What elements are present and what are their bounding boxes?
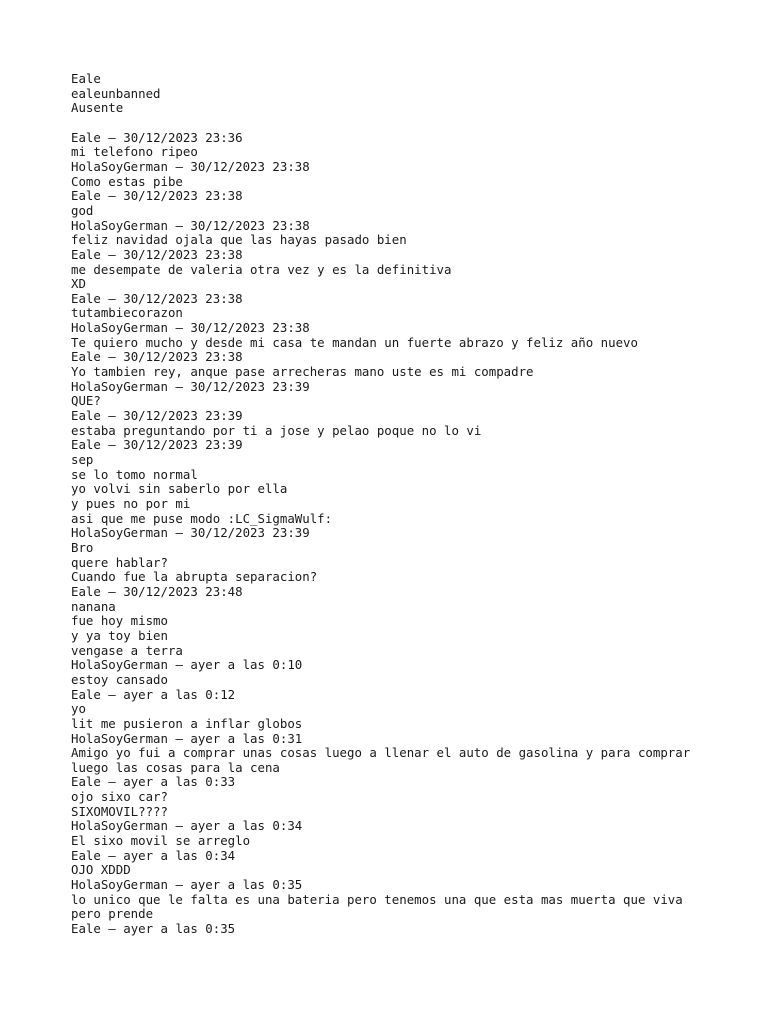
separator: —	[100, 129, 124, 145]
message-author: HolaSoyGerman	[71, 730, 168, 746]
separator: —	[100, 583, 124, 599]
message-author: HolaSoyGerman	[71, 320, 168, 336]
separator: —	[167, 730, 191, 746]
message-text: yo volvi sin saberlo por ella	[71, 481, 288, 497]
chat-transcript	[71, 72, 751, 937]
message-block	[71, 775, 751, 819]
message-block	[71, 819, 751, 848]
message-header	[71, 688, 751, 703]
separator: —	[100, 290, 124, 306]
message-header	[71, 658, 751, 673]
message-text: luego las cosas para la cena	[71, 759, 280, 775]
message-author: Eale	[71, 129, 101, 145]
profile-header	[71, 72, 751, 131]
message-text: mi telefono ripeo	[71, 144, 198, 160]
message-header	[71, 849, 751, 864]
message-text: Como estas pibe	[71, 173, 183, 189]
message-text: tutambiecorazon	[71, 305, 183, 321]
message-block	[71, 732, 751, 776]
header-spacer	[71, 116, 751, 131]
message-header	[71, 585, 751, 600]
separator: —	[100, 188, 124, 204]
message-text: estaba preguntando por ti a jose y pelao poque no lo vi	[71, 422, 482, 438]
message-block	[71, 350, 751, 379]
message-author: HolaSoyGerman	[71, 378, 168, 394]
message-header	[71, 292, 751, 307]
message-text: me desempate de valeria otra vez y es la definitiva	[71, 261, 452, 277]
message-block	[71, 409, 751, 438]
message-block	[71, 292, 751, 321]
message-timestamp: 30/12/2023 23:36	[123, 129, 243, 145]
message-timestamp: 30/12/2023 23:38	[123, 349, 243, 365]
message-header	[71, 732, 751, 747]
message-block	[71, 219, 751, 248]
message-text: SIXOMOVIL????	[71, 803, 168, 819]
separator: —	[100, 408, 124, 424]
message-author: Eale	[71, 188, 101, 204]
message-text: fue hoy mismo	[71, 613, 168, 629]
message-author: HolaSoyGerman	[71, 217, 168, 233]
message-author: Eale	[71, 437, 101, 453]
separator: —	[167, 217, 191, 233]
message-text: yo	[71, 701, 86, 717]
message-timestamp: ayer a las 0:12	[123, 686, 236, 702]
message-block	[71, 380, 751, 409]
message-text: vengase a terra	[71, 642, 183, 658]
message-author: Eale	[71, 847, 101, 863]
message-header	[71, 775, 751, 790]
message-author: HolaSoyGerman	[71, 818, 168, 834]
message-text: QUE?	[71, 393, 101, 409]
message-text: Amigo yo fui a comprar unas cosas luego a llenar el auto de gasolina y para comprar	[71, 745, 691, 761]
message-text: ojo sixo car?	[71, 789, 168, 805]
message-header	[71, 131, 751, 146]
separator: —	[100, 246, 124, 262]
message-block	[71, 248, 751, 292]
message-timestamp: 30/12/2023 23:48	[123, 583, 243, 599]
separator: —	[167, 657, 191, 673]
message-block	[71, 922, 751, 937]
separator: —	[100, 686, 124, 702]
message-author: Eale	[71, 583, 101, 599]
message-timestamp: 30/12/2023 23:38	[190, 320, 310, 336]
message-text: sep	[71, 452, 94, 468]
message-author: Eale	[71, 686, 101, 702]
message-author: HolaSoyGerman	[71, 525, 168, 541]
message-timestamp: ayer a las 0:34	[190, 818, 303, 834]
status-text: Ausente	[71, 100, 124, 116]
message-block	[71, 438, 751, 526]
message-block	[71, 160, 751, 189]
message-timestamp: 30/12/2023 23:38	[190, 158, 310, 174]
message-timestamp: 30/12/2023 23:38	[123, 188, 243, 204]
message-timestamp: 30/12/2023 23:39	[190, 378, 310, 394]
message-header	[71, 438, 751, 453]
message-author: Eale	[71, 246, 101, 262]
message-text: y pues no por mi	[71, 496, 191, 512]
message-author: Eale	[71, 774, 101, 790]
separator: —	[167, 818, 191, 834]
message-author: HolaSoyGerman	[71, 158, 168, 174]
message-block	[71, 189, 751, 218]
message-text: Bro	[71, 539, 94, 555]
message-text: lit me pusieron a inflar globos	[71, 715, 303, 731]
separator: —	[100, 437, 124, 453]
message-list	[71, 131, 751, 937]
message-block	[71, 585, 751, 658]
message-text: nanana	[71, 598, 116, 614]
message-author: Eale	[71, 349, 101, 365]
message-block	[71, 658, 751, 687]
message-author: HolaSoyGerman	[71, 657, 168, 673]
message-author: Eale	[71, 921, 101, 937]
message-header	[71, 189, 751, 204]
separator: —	[100, 349, 124, 365]
message-timestamp: ayer a las 0:31	[190, 730, 303, 746]
separator: —	[100, 847, 124, 863]
message-timestamp: 30/12/2023 23:39	[123, 408, 243, 424]
message-header	[71, 819, 751, 834]
message-timestamp: 30/12/2023 23:39	[123, 437, 243, 453]
message-timestamp: 30/12/2023 23:38	[123, 246, 243, 262]
message-block	[71, 131, 751, 160]
message-author: Eale	[71, 290, 101, 306]
message-text: asi que me puse modo :LC_SigmaWulf:	[71, 510, 333, 526]
separator: —	[100, 774, 124, 790]
message-text: OJO XDDD	[71, 862, 131, 878]
separator: —	[167, 158, 191, 174]
message-text: pero prende	[71, 906, 154, 922]
message-text: El sixo movil se arreglo	[71, 833, 251, 849]
message-block	[71, 321, 751, 350]
message-text: Yo tambien rey, anque pase arrecheras mano uste es mi compadre	[71, 364, 534, 380]
message-header	[71, 922, 751, 937]
username: ealeunbanned	[71, 85, 161, 101]
message-block	[71, 878, 751, 922]
message-header	[71, 248, 751, 263]
message-text: XD	[71, 276, 86, 292]
message-header	[71, 526, 751, 541]
message-text: se lo tomo normal	[71, 466, 198, 482]
message-text: quere hablar?	[71, 554, 168, 570]
message-header	[71, 321, 751, 336]
message-text: lo unico que le falta es una bateria pero tenemos una que esta mas muerta que viva	[71, 891, 683, 907]
message-header	[71, 878, 751, 893]
message-author: HolaSoyGerman	[71, 877, 168, 893]
message-text: god	[71, 202, 94, 218]
message-header	[71, 219, 751, 234]
message-header	[71, 350, 751, 365]
message-header	[71, 380, 751, 395]
message-text: feliz navidad ojala que las hayas pasado bien	[71, 232, 407, 248]
message-block	[71, 849, 751, 878]
message-text: estoy cansado	[71, 671, 168, 687]
display-name: Eale	[71, 71, 101, 86]
message-timestamp: 30/12/2023 23:38	[190, 217, 310, 233]
message-header	[71, 409, 751, 424]
separator: —	[167, 320, 191, 336]
message-timestamp: ayer a las 0:33	[123, 774, 236, 790]
message-text: y ya toy bien	[71, 627, 168, 643]
message-timestamp: 30/12/2023 23:39	[190, 525, 310, 541]
separator: —	[167, 877, 191, 893]
message-timestamp: ayer a las 0:10	[190, 657, 303, 673]
message-block	[71, 526, 751, 585]
message-block	[71, 688, 751, 732]
separator: —	[100, 921, 124, 937]
message-text: Te quiero mucho y desde mi casa te mandan un fuerte abrazo y feliz año nuevo	[71, 334, 638, 350]
message-text: Cuando fue la abrupta separacion?	[71, 569, 318, 585]
message-timestamp: ayer a las 0:35	[190, 877, 303, 893]
message-timestamp: ayer a las 0:34	[123, 847, 236, 863]
message-timestamp: 30/12/2023 23:38	[123, 290, 243, 306]
separator: —	[167, 378, 191, 394]
message-timestamp: ayer a las 0:35	[123, 921, 236, 937]
message-header	[71, 160, 751, 175]
separator: —	[167, 525, 191, 541]
message-author: Eale	[71, 408, 101, 424]
